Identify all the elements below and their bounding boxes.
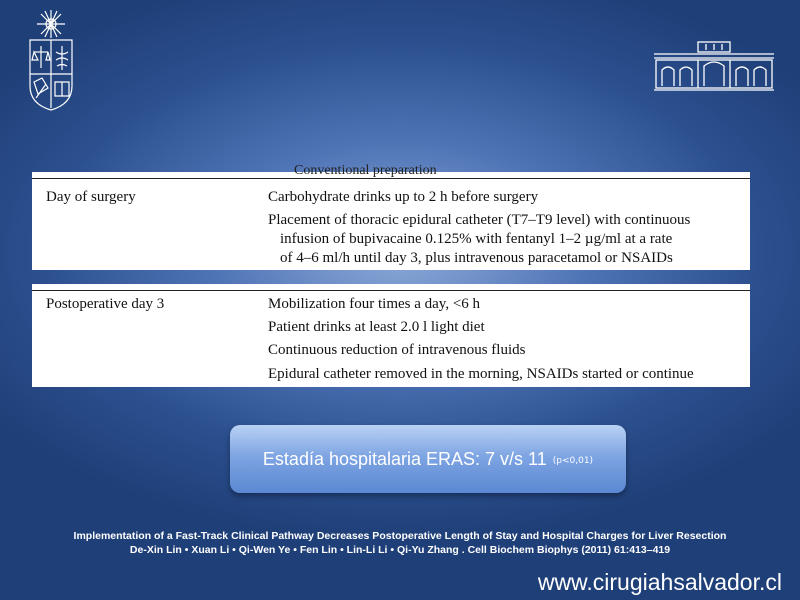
website-url: www.cirugiahsalvador.cl <box>537 569 782 595</box>
university-crest-logo <box>22 8 80 112</box>
table-rule <box>32 178 750 179</box>
table-line: Patient drinks at least 2.0 l light diet <box>268 319 485 335</box>
table-excerpt-day-of-surgery <box>32 163 750 270</box>
table-line: infusion of bupivacaine 0.125% with fentanyl 1–2 µg/ml at a rate <box>280 231 673 247</box>
citation-authors: De-Xin Lin • Xuan Li • Qi-Wen Ye • Fen Lin • Lin-Li Li • Qi-Yu Zhang . Cell Biochem Biophys (2011) 61:413–419 <box>129 544 671 556</box>
hospital-stay-callout <box>230 425 626 493</box>
table-line: Mobilization four times a day, <6 h <box>268 296 481 312</box>
table-excerpt-postoperative-day-3 <box>32 284 750 387</box>
table-line: of 4–6 ml/h until day 3, plus intravenous paracetamol or NSAIDs <box>280 250 673 266</box>
building-icon <box>652 40 776 92</box>
clipped-heading: Conventional preparation <box>294 163 437 178</box>
table-line: Epidural catheter removed in the morning, NSAIDs started or continue <box>268 366 694 382</box>
callout-p-value: (p<0,01) <box>552 456 594 466</box>
crest-icon <box>22 8 80 112</box>
row-label-postoperative-day-3: Postoperative day 3 <box>46 296 165 312</box>
building-facade-logo <box>652 40 776 92</box>
table-rule <box>32 290 750 291</box>
callout-main-text: Estadía hospitalaria ERAS: 7 v/s 11 <box>262 448 547 469</box>
row-label-day-of-surgery: Day of surgery <box>46 189 136 205</box>
table-line: Continuous reduction of intravenous fluids <box>268 342 526 358</box>
table-line: Carbohydrate drinks up to 2 h before surgery <box>268 189 539 205</box>
table-line: Placement of thoracic epidural catheter (T7–T9 level) with continuous <box>268 212 691 228</box>
citation-title: Implementation of a Fast-Track Clinical Pathway Decreases Postoperative Length of Stay and Hospital Charges for Liver Resection <box>73 530 727 542</box>
